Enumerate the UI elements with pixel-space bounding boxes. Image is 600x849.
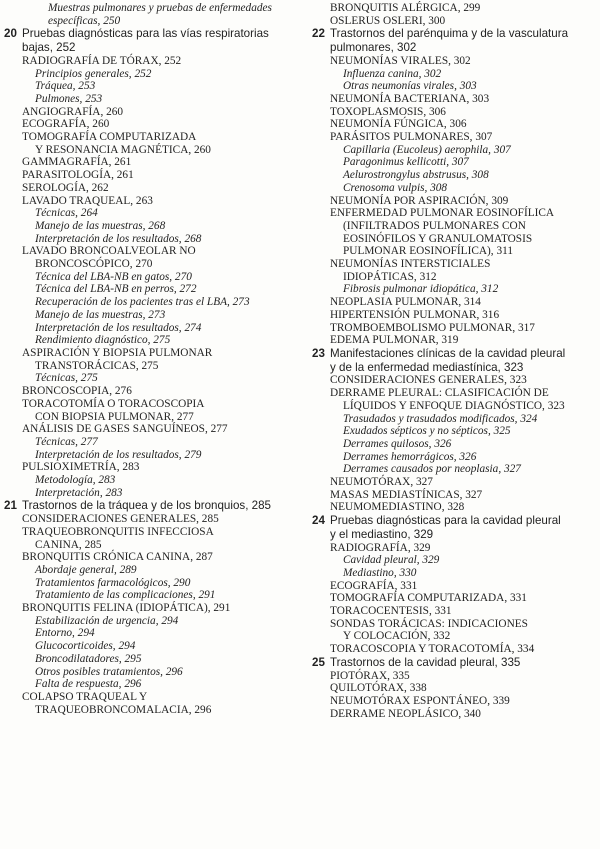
- section-entry: NEUMONÍA BACTERIANA, 303: [330, 92, 490, 105]
- chapter-heading: [4, 500, 294, 513]
- subsection-entry: Broncodilatadores, 295: [35, 652, 142, 665]
- subsection-entry: Técnica del LBA-NB en perros, 272: [35, 283, 197, 296]
- section-entry: NEUMOTÓRAX, 327: [330, 476, 433, 489]
- section-entry-continued: LÍQUIDOS Y ENFOQUE DIAGNÓSTICO, 323: [343, 399, 565, 412]
- section-entry: ECOGRAFÍA, 260: [22, 118, 110, 131]
- section-entry-continued: (INFILTRADOS PULMONARES CON: [343, 219, 526, 232]
- chapter-number: 22: [312, 27, 325, 41]
- section-entry-continued: CANINA, 285: [35, 538, 102, 551]
- section-entry-continued: Y RESONANCIA MAGNÉTICA, 260: [35, 143, 211, 156]
- section-entry: OSLERUS OSLERI, 300: [330, 14, 446, 27]
- section-entry: NEOPLASIA PULMONAR, 314: [330, 296, 481, 309]
- chapter-title: Trastornos de la cavidad pleural, 335: [330, 655, 521, 669]
- subsection-entry: Técnicas, 277: [35, 435, 98, 448]
- section-entry: PIOTÓRAX, 335: [330, 669, 410, 682]
- section-entry: TOXOPLASMOSIS, 306: [330, 105, 446, 118]
- subsection-entry: Principios generales, 252: [35, 67, 152, 80]
- section-entry: LAVADO TRAQUEAL, 263: [22, 194, 153, 207]
- subsection-entry: Técnica del LBA-NB en gatos, 270: [35, 270, 192, 283]
- chapter-title: Trastornos del parénquima y de la vasculatura: [330, 27, 569, 41]
- section-entry: BRONCOSCOPIA, 276: [22, 385, 132, 398]
- subsection-entry: Tráquea, 253: [35, 80, 96, 93]
- subsection-entry: Rendimiento diagnóstico, 275: [35, 334, 171, 347]
- subsection-entry: Trasudados y trasudados modificados, 324: [343, 412, 538, 425]
- section-entry: LAVADO BRONCOALVEOLAR NO: [22, 245, 196, 258]
- section-entry: SEROLOGÍA, 262: [22, 181, 109, 194]
- subsection-entry-continued: Muestras pulmonares y pruebas de enfermedades: [48, 2, 272, 14]
- section-entry-continued: IDIOPÁTICAS, 312: [343, 270, 437, 283]
- section-entry: TORACOSCOPIA Y TORACOTOMÍA, 334: [330, 643, 535, 656]
- section-entry: TORACOCENTESIS, 331: [330, 605, 452, 618]
- section-entry: ECOGRAFÍA, 331: [330, 579, 418, 592]
- subsection-entry: Fibrosis pulmonar idiopática, 312: [343, 283, 499, 296]
- section-entry: TORACOTOMÍA O TORACOSCOPIA: [22, 397, 205, 410]
- subsection-entry: Tratamiento de las complicaciones, 291: [35, 589, 216, 602]
- subsection-entry: Pulmones, 253: [35, 92, 103, 105]
- chapter-title: Pruebas diagnósticas para la cavidad pleural: [330, 514, 561, 528]
- subsection-entry: Capillaria (Eucoleus) aerophila, 307: [343, 143, 511, 156]
- section-entry: BRONQUITIS ALÉRGICA, 299: [330, 2, 481, 14]
- section-entry: BRONQUITIS FELINA (IDIOPÁTICA), 291: [22, 602, 231, 615]
- subsection-entry: Recuperación de los pacientes tras el LBA, 273: [35, 296, 250, 309]
- section-entry: NEUMOTÓRAX ESPONTÁNEO, 339: [330, 694, 510, 707]
- subsection-entry: Metodología, 283: [35, 474, 116, 487]
- subsection-entry: Crenosoma vulpis, 308: [343, 181, 448, 194]
- section-entry-continued: CON BIOPSIA PULMONAR, 277: [35, 410, 194, 423]
- chapter-number: 21: [4, 499, 17, 513]
- chapter-title-continued: y de la enfermedad mediastínica, 323: [330, 360, 524, 374]
- section-entry: TOMOGRAFÍA COMPUTARIZADA, 331: [330, 592, 527, 605]
- section-entry-continued: Y COLOCACIÓN, 332: [343, 630, 451, 643]
- subsection-entry: Derrames hemorrágicos, 326: [343, 450, 477, 463]
- section-entry: NEUMOMEDIASTINO, 328: [330, 501, 465, 514]
- section-entry: CONSIDERACIONES GENERALES, 285: [22, 513, 219, 526]
- subsection-entry: Falta de respuesta, 296: [35, 678, 142, 691]
- section-entry: NEUMONÍA FÚNGICA, 306: [330, 118, 467, 131]
- section-entry: ASPIRACIÓN Y BIOPSIA PULMONAR: [22, 346, 213, 359]
- subsection-entry: Abordaje general, 289: [35, 563, 137, 576]
- chapter-number: 25: [312, 655, 325, 669]
- toc-column-left: [4, 2, 294, 716]
- chapter-number: 23: [312, 346, 325, 360]
- section-entry: TRAQUEOBRONQUITIS INFECCIOSA: [22, 525, 214, 538]
- section-entry: RADIOGRAFÍA, 329: [330, 541, 431, 554]
- subsection-entry: Paragonimus kellicotti, 307: [343, 156, 469, 169]
- chapter-heading: [312, 515, 600, 528]
- subsection-entry: Mediastino, 330: [343, 566, 417, 579]
- subsection-entry: Cavidad pleural, 329: [343, 554, 440, 567]
- chapter-title-continued: y el mediastino, 329: [330, 527, 434, 541]
- subsection-entry: Aelurostrongylus abstrusus, 308: [343, 169, 489, 182]
- subsection-entry: Derrames quilosos, 326: [343, 437, 452, 450]
- section-entry-continued: BRONCOSCÓPICO, 270: [35, 258, 153, 271]
- subsection-entry: Influenza canina, 302: [343, 67, 442, 80]
- section-entry: ANÁLISIS DE GASES SANGUÍNEOS, 277: [22, 423, 228, 436]
- chapter-heading: [312, 28, 600, 41]
- subsection-entry: Tratamientos farmacológicos, 290: [35, 576, 191, 589]
- subsection-entry: Estabilización de urgencia, 294: [35, 614, 179, 627]
- section-entry: DERRAME PLEURAL: CLASIFICACIÓN DE: [330, 387, 549, 400]
- section-entry: MASAS MEDIASTÍNICAS, 327: [330, 488, 483, 501]
- subsection-entry: Otras neumonías virales, 303: [343, 80, 477, 93]
- chapter-heading: [312, 348, 600, 361]
- section-entry: PULSIOXIMETRÍA, 283: [22, 461, 140, 474]
- section-entry: PARÁSITOS PULMONARES, 307: [330, 131, 493, 144]
- section-entry-continued: EOSINÓFILOS Y GRANULOMATOSIS: [343, 232, 533, 245]
- subsection-entry: Glucocorticoides, 294: [35, 640, 136, 653]
- chapter-number: 20: [4, 27, 17, 41]
- subsection-entry: Entorno, 294: [35, 627, 95, 640]
- chapter-heading: [4, 28, 294, 41]
- subsection-entry: Manejo de las muestras, 273: [35, 308, 166, 321]
- section-entry-continued: PULMONAR EOSINOFÍLICA), 311: [343, 245, 513, 258]
- section-entry-continued: TRANSTORÁCICAS, 275: [35, 359, 159, 372]
- chapter-number: 24: [312, 514, 325, 528]
- subsection-entry: Técnicas, 275: [35, 372, 98, 385]
- section-entry: SONDAS TORÁCICAS: INDICACIONES: [330, 617, 528, 630]
- section-entry: RADIOGRAFÍA DE TÓRAX, 252: [22, 54, 182, 67]
- section-entry: TROMBOEMBOLISMO PULMONAR, 317: [330, 321, 535, 334]
- subsection-entry: Manejo de las muestras, 268: [35, 219, 166, 232]
- section-entry: PARASITOLOGÍA, 261: [22, 169, 134, 182]
- section-entry: QUILOTÓRAX, 338: [330, 682, 427, 695]
- subsection-entry-continued: específicas, 250: [48, 14, 121, 27]
- subsection-entry: Derrames causados por neoplasia, 327: [343, 463, 521, 476]
- section-entry: ANGIOGRAFÍA, 260: [22, 105, 124, 118]
- section-entry: NEUMONÍAS VIRALES, 302: [330, 54, 471, 67]
- subsection-entry: Interpretación de los resultados, 268: [35, 232, 202, 245]
- section-entry: HIPERTENSIÓN PULMONAR, 316: [330, 308, 500, 321]
- chapter-title: Trastornos de la tráquea y de los bronquios, 285: [22, 499, 271, 513]
- section-entry: NEUMONÍAS INTERSTICIALES: [330, 258, 491, 271]
- subsection-entry: Interpretación de los resultados, 274: [35, 321, 202, 334]
- subsection-entry: Exudados sépticos y no sépticos, 325: [343, 425, 511, 438]
- subsection-entry: Interpretación de los resultados, 279: [35, 448, 202, 461]
- section-entry: GAMMAGRAFÍA, 261: [22, 156, 132, 169]
- subsection-entry: Técnicas, 264: [35, 207, 98, 220]
- chapter-title-continued: pulmonares, 302: [330, 41, 417, 55]
- chapter-title-continued: bajas, 252: [22, 41, 76, 55]
- section-entry: EDEMA PULMONAR, 319: [330, 334, 459, 347]
- section-entry-continued: TRAQUEOBRONCOMALACIA, 296: [35, 703, 212, 716]
- section-entry: TOMOGRAFÍA COMPUTARIZADA: [22, 131, 197, 144]
- section-entry: ENFERMEDAD PULMONAR EOSINOFÍLICA: [330, 207, 555, 220]
- subsection-entry: Interpretación, 283: [35, 486, 123, 499]
- section-entry: CONSIDERACIONES GENERALES, 323: [330, 374, 527, 387]
- section-entry: COLAPSO TRAQUEAL Y: [22, 690, 148, 703]
- toc-column-right: [312, 2, 600, 720]
- section-entry: NEUMONÍA POR ASPIRACIÓN, 309: [330, 194, 509, 207]
- chapter-title: Pruebas diagnósticas para las vías respiratorias: [22, 27, 269, 41]
- section-entry: BRONQUITIS CRÓNICA CANINA, 287: [22, 551, 213, 564]
- chapter-heading: [312, 657, 600, 670]
- section-entry: DERRAME NEOPLÁSICO, 340: [330, 707, 481, 720]
- chapter-title: Manifestaciones clínicas de la cavidad pleural: [330, 346, 566, 360]
- subsection-entry: Otros posibles tratamientos, 296: [35, 665, 183, 678]
